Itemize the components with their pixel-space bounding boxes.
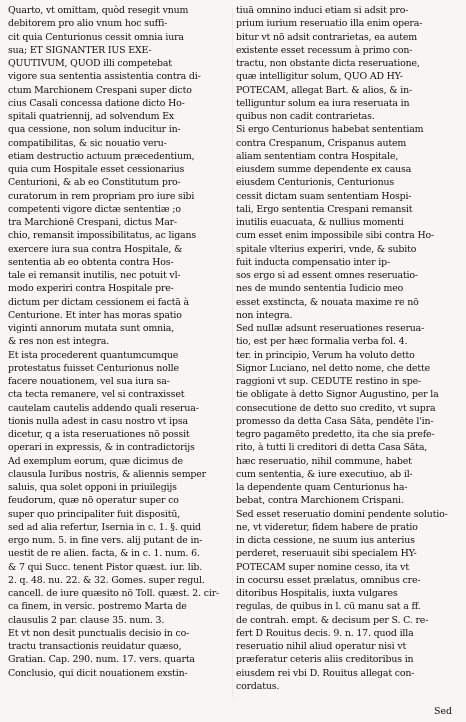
- text-line: cessit dictam suam sententiam Hospi-: [236, 190, 412, 202]
- text-line: rito, à tutti li creditori di detta Casa Sāta,: [236, 442, 428, 454]
- text-line: eiusdem rei vbi D. Rouitus allegat con-: [236, 667, 415, 679]
- text-line: super quo principaliter fuit dispositū,: [8, 508, 181, 520]
- text-line: tractu transactionis reuidatur quæso,: [8, 641, 182, 652]
- text-line: competenti vigore dictæ sententiæ ;o: [8, 203, 181, 215]
- text-line: perderet, reseruauit sibi specialem HY-: [236, 548, 417, 560]
- text-line: tiuā omnino induci etiam si adsit pro-: [236, 5, 409, 16]
- text-line: Conclusio, qui dicit nouationem exstin-: [8, 667, 188, 679]
- text-line: aliam sententiam contra Hospitale,: [236, 150, 399, 162]
- text-line: modo experiri contra Hospitale pre-: [8, 283, 174, 295]
- text-line: eiusdem summe dependente ex causa: [236, 164, 412, 175]
- text-line: cum sententia, & iure executiuo, ab il-: [236, 468, 413, 480]
- text-line: Quarto, vt omittam, quòd resegit vnum: [8, 5, 189, 16]
- text-line: operari in expressis, & in contradictorijs: [8, 442, 195, 454]
- text-line: tale ei remansit inutilis, nec potuit vl-: [8, 270, 181, 281]
- text-line: spitale vlterius experiri, vnde, & subito: [236, 243, 417, 255]
- text-line: curatorum in rem propriam pro iure sibi: [8, 190, 195, 202]
- text-line: Signor Luciano, nel detto nome, che dette: [236, 362, 430, 374]
- column-gutter: [232, 8, 233, 698]
- text-line: eiusdem Centurionis, Centurionus: [236, 177, 395, 189]
- text-line: de contrah. empt. & decisum per S. C. re-: [236, 614, 429, 626]
- text-line: tegro pagamēto predetto, ita che sia prefe-: [236, 429, 435, 440]
- text-line: ne, vt videretur, fidem habere de pratio: [236, 521, 418, 533]
- text-line: Sed esset reseruatio domini pendente solutio-: [236, 508, 448, 520]
- text-line: quæ intelligitur solum, QUO AD HY-: [236, 71, 403, 83]
- text-line: sententia ab eo obtenta contra Hos-: [8, 256, 174, 268]
- text-line: tie obligate à detto Signor Augustino, per la: [236, 389, 439, 401]
- text-line: telliguntur solum ea iura reseruata in: [236, 97, 410, 109]
- text-line: nes de mundo sententia Iudicio meo: [236, 283, 404, 295]
- left-text-column: [8, 4, 230, 680]
- text-line: consecutione de detto suo credito, vt supra: [236, 402, 436, 414]
- text-line: Gratian. Cap. 290. num. 17. vers. quarta: [8, 654, 195, 666]
- text-line: tali, Ergo sententia Crespani remansit: [236, 203, 413, 215]
- text-line: tionis nulla adest in casu nostro vt ipsa: [8, 415, 188, 427]
- catchword: Sed: [434, 706, 452, 717]
- text-line: Centurione. Et inter has moras spatio: [8, 309, 182, 321]
- text-line: uestit de re alien. facta, & in c. 1. num. 6.: [8, 548, 200, 560]
- text-line: hæc reseruatio, nihil commune, habet: [236, 455, 412, 467]
- text-line: fert D Rouitus decis. 9. n. 17. quod illa: [236, 627, 414, 639]
- text-line: in dicta cessione, ne suum ius anterius: [236, 535, 415, 546]
- text-line: cius Casali concessa datione dicto Ho-: [8, 97, 185, 109]
- text-line: regulas, de quibus in l. cū manu sat a ff.: [236, 601, 421, 613]
- text-line: inutilis euacuata, & nullius momenti: [236, 217, 404, 228]
- text-line: debitorem pro alio vnum hoc suffi-: [8, 18, 168, 30]
- text-line: ca finem, in versic. postremo Marta de: [8, 601, 187, 613]
- text-line: existente esset recessum à primo con-: [236, 44, 413, 56]
- text-line: POTECAM, allegat Bart. & alios, & in-: [236, 84, 413, 96]
- text-line: prium iurium reseruatio illa enim opera-: [236, 18, 423, 30]
- text-line: cta tecta remanere, vel si contraxisset: [8, 389, 185, 401]
- text-line: protestatus fuisset Centurionus nolle: [8, 362, 179, 374]
- text-line: Et ista procederent quantumcumque: [8, 349, 179, 361]
- text-line: non integra.: [236, 309, 293, 321]
- text-line: tio, est per hæc formalia verba fol. 4.: [236, 336, 408, 348]
- text-line: contra Crespanum, Crispanus autem: [236, 137, 407, 149]
- text-line: cit quia Centurionus cessit omnia iura: [8, 31, 184, 43]
- text-line: in cocursu esset prælatus, omnibus cre-: [236, 574, 421, 586]
- text-line: dicetur, q a ista reseruationes nō possit: [8, 429, 190, 440]
- text-line: cancell. de iure quæsito nō Toll. quæst. 2. cir-: [8, 588, 220, 599]
- text-line: clausulis 2 par. clause 35. num. 3.: [8, 614, 165, 626]
- text-line: Et vt non desit punctualis decisio in co-: [8, 627, 190, 639]
- text-line: qua cessione, non solum inducitur in-: [8, 124, 181, 136]
- text-line: ditoribus Hospitalis, iuxta vulgares: [236, 588, 398, 599]
- text-line: ergo num. 5. in fine vers. alij putant de in-: [8, 535, 203, 546]
- text-line: bebat, contra Marchionem Crispani.: [236, 495, 404, 507]
- text-line: feudorum, quæ nō operatur super co: [8, 495, 179, 507]
- text-line: 2. q. 48. nu. 22. & 32. Gomes. super regul.: [8, 574, 205, 586]
- text-line: compatibilitas, & sic nouatio veru-: [8, 137, 167, 149]
- text-line: QUUTIVUM, QUOD illi competebat: [8, 58, 172, 69]
- text-line: Ad exemplum eorum, quæ dicimus de: [8, 455, 183, 467]
- text-line: spitali quatriennij, ad solvendum Ex: [8, 111, 175, 122]
- text-line: facere nouationem, vel sua iura sa-: [8, 376, 170, 387]
- text-line: sos ergo si ad essent omnes reseruatio-: [236, 270, 418, 281]
- text-line: POTECAM super nomine cesso, ita vt: [236, 561, 409, 573]
- text-line: esset exstincta, & nouata maxime re nō: [236, 296, 419, 308]
- text-line: ter. in principio, Verum ha voluto detto: [236, 349, 415, 361]
- text-line: sua; ET SIGNANTER IUS EXE-: [8, 44, 152, 56]
- text-line: reseruatio nihil aliud operatur nisi vt: [236, 641, 407, 652]
- text-line: quia cum Hospitale esset cessionarius: [8, 164, 185, 175]
- text-line: Centurioni, & ab eo Constitutum pro-: [8, 177, 181, 189]
- text-line: chio, remansit impossibilitatus, ac ligans: [8, 230, 197, 242]
- text-line: promesso da detta Casa Sāta, pendēte l'in-: [236, 415, 434, 427]
- text-line: Si ergo Centurionus habebat sententiam: [236, 124, 424, 136]
- text-line: viginti annorum mutata sunt omnia,: [8, 323, 175, 334]
- text-line: bitur vt nō adsit contrarietas, ea autem: [236, 31, 417, 43]
- text-line: exercere iura sua contra Hospitale, &: [8, 243, 183, 255]
- text-line: quibus non cadit contrarietas.: [236, 111, 375, 122]
- text-line: tra Marchionē Crespani, dictus Mar-: [8, 217, 178, 228]
- text-line: fuit inducta compensatio inter ip-: [236, 256, 390, 268]
- text-line: clausula Iuribus nostris, & aliennis semper: [8, 468, 207, 480]
- text-line: & res non est integra.: [8, 336, 110, 348]
- text-line: cautelam cautelis addendo quali reserua-: [8, 402, 199, 414]
- text-line: & 7 qui Succ. tenent Pistor quæst. iur. lib.: [8, 561, 203, 573]
- right-text-column: [236, 4, 462, 693]
- text-line: etiam destructio actuum præcedentium,: [8, 150, 195, 162]
- text-line: raggioni vt sup. CEDUTE restino in spe-: [236, 376, 422, 387]
- text-line: vigore sua sententia assistentia contra di-: [8, 71, 201, 83]
- text-line: Sed nullæ adsunt reseruationes reserua-: [236, 323, 425, 334]
- text-line: cum esset enim impossibile sibi contra Ho-: [236, 230, 434, 242]
- text-line: præferatur ceteris aliis creditoribus in: [236, 654, 414, 666]
- text-line: saluis, qua solet opponi in priuilegijs: [8, 482, 177, 493]
- text-line: ctum Marchionem Crespani super dicto: [8, 84, 192, 96]
- text-line: sed ad alia refertur, Isernia in c. 1. §. quid: [8, 521, 201, 533]
- text-line: la dependente quam Centurionus ha-: [236, 482, 408, 493]
- text-line: cordatus.: [236, 680, 280, 692]
- text-line: dictum per dictam cessionem ei factā à: [8, 296, 189, 308]
- text-line: tractu, non obstante dicta reseruatione,: [236, 58, 420, 69]
